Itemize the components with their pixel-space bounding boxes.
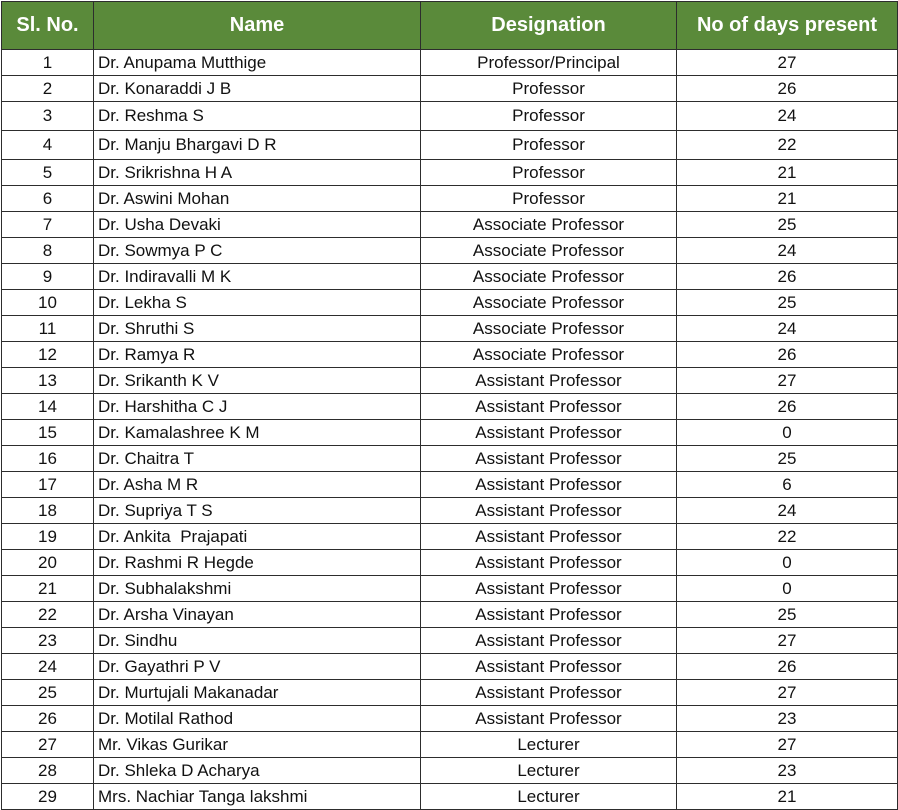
- cell-name: Dr. Motilal Rathod: [94, 706, 421, 732]
- table-row: [2, 212, 898, 238]
- cell-days-present: 0: [677, 420, 898, 446]
- cell-designation: Professor: [421, 160, 677, 186]
- table-row: [2, 50, 898, 76]
- cell-sl-no: 16: [2, 446, 94, 472]
- cell-designation: Assistant Professor: [421, 446, 677, 472]
- cell-name: Dr. Ankita Prajapati: [94, 524, 421, 550]
- cell-days-present: 26: [677, 342, 898, 368]
- cell-days-present: 27: [677, 368, 898, 394]
- table-row: [2, 732, 898, 758]
- table-row: [2, 131, 898, 160]
- cell-designation: Lecturer: [421, 784, 677, 810]
- table-row: [2, 264, 898, 290]
- header-row: [2, 2, 898, 50]
- cell-name: Dr. Chaitra T: [94, 446, 421, 472]
- cell-designation: Associate Professor: [421, 238, 677, 264]
- cell-designation: Professor/Principal: [421, 50, 677, 76]
- cell-sl-no: 19: [2, 524, 94, 550]
- cell-sl-no: 1: [2, 50, 94, 76]
- cell-name: Mr. Vikas Gurikar: [94, 732, 421, 758]
- cell-name: Dr. Ramya R: [94, 342, 421, 368]
- cell-days-present: 24: [677, 316, 898, 342]
- table-row: [2, 420, 898, 446]
- cell-days-present: 0: [677, 576, 898, 602]
- cell-designation: Assistant Professor: [421, 628, 677, 654]
- cell-sl-no: 12: [2, 342, 94, 368]
- table-row: [2, 186, 898, 212]
- table-row: [2, 680, 898, 706]
- cell-sl-no: 2: [2, 76, 94, 102]
- cell-name: Dr. Sindhu: [94, 628, 421, 654]
- cell-days-present: 22: [677, 131, 898, 160]
- cell-sl-no: 13: [2, 368, 94, 394]
- cell-name: Mrs. Nachiar Tanga lakshmi: [94, 784, 421, 810]
- header-designation: Designation: [421, 2, 677, 50]
- cell-designation: Assistant Professor: [421, 706, 677, 732]
- cell-name: Dr. Murtujali Makanadar: [94, 680, 421, 706]
- cell-designation: Associate Professor: [421, 342, 677, 368]
- cell-name: Dr. Srikrishna H A: [94, 160, 421, 186]
- cell-days-present: 23: [677, 758, 898, 784]
- table-row: [2, 706, 898, 732]
- cell-sl-no: 14: [2, 394, 94, 420]
- cell-days-present: 23: [677, 706, 898, 732]
- cell-days-present: 24: [677, 238, 898, 264]
- table-row: [2, 394, 898, 420]
- cell-sl-no: 24: [2, 654, 94, 680]
- cell-name: Dr. Asha M R: [94, 472, 421, 498]
- cell-designation: Associate Professor: [421, 264, 677, 290]
- table-row: [2, 654, 898, 680]
- table-row: [2, 628, 898, 654]
- cell-days-present: 25: [677, 446, 898, 472]
- attendance-table: [1, 1, 898, 810]
- cell-designation: Professor: [421, 131, 677, 160]
- cell-days-present: 25: [677, 212, 898, 238]
- cell-sl-no: 6: [2, 186, 94, 212]
- cell-sl-no: 17: [2, 472, 94, 498]
- cell-sl-no: 5: [2, 160, 94, 186]
- header-days-present: No of days present: [677, 2, 898, 50]
- cell-name: Dr. Arsha Vinayan: [94, 602, 421, 628]
- table-row: [2, 602, 898, 628]
- cell-name: Dr. Srikanth K V: [94, 368, 421, 394]
- cell-designation: Associate Professor: [421, 212, 677, 238]
- cell-sl-no: 20: [2, 550, 94, 576]
- cell-designation: Professor: [421, 102, 677, 131]
- cell-name: Dr. Subhalakshmi: [94, 576, 421, 602]
- cell-days-present: 6: [677, 472, 898, 498]
- cell-days-present: 27: [677, 680, 898, 706]
- cell-sl-no: 28: [2, 758, 94, 784]
- cell-designation: Assistant Professor: [421, 602, 677, 628]
- cell-designation: Associate Professor: [421, 290, 677, 316]
- table-row: [2, 102, 898, 131]
- table-row: [2, 472, 898, 498]
- cell-sl-no: 26: [2, 706, 94, 732]
- header-sl-no: Sl. No.: [2, 2, 94, 50]
- table-row: [2, 238, 898, 264]
- cell-days-present: 21: [677, 784, 898, 810]
- cell-designation: Assistant Professor: [421, 368, 677, 394]
- cell-name: Dr. Indiravalli M K: [94, 264, 421, 290]
- cell-days-present: 0: [677, 550, 898, 576]
- cell-name: Dr. Usha Devaki: [94, 212, 421, 238]
- table-row: [2, 446, 898, 472]
- cell-sl-no: 21: [2, 576, 94, 602]
- table-body: [2, 50, 898, 810]
- cell-designation: Assistant Professor: [421, 680, 677, 706]
- cell-designation: Assistant Professor: [421, 472, 677, 498]
- cell-sl-no: 18: [2, 498, 94, 524]
- cell-sl-no: 22: [2, 602, 94, 628]
- cell-designation: Assistant Professor: [421, 394, 677, 420]
- cell-sl-no: 4: [2, 131, 94, 160]
- cell-sl-no: 9: [2, 264, 94, 290]
- cell-days-present: 22: [677, 524, 898, 550]
- cell-name: Dr. Kamalashree K M: [94, 420, 421, 446]
- cell-sl-no: 25: [2, 680, 94, 706]
- table-row: [2, 524, 898, 550]
- cell-days-present: 27: [677, 628, 898, 654]
- cell-name: Dr. Manju Bhargavi D R: [94, 131, 421, 160]
- cell-name: Dr. Shruthi S: [94, 316, 421, 342]
- cell-designation: Assistant Professor: [421, 550, 677, 576]
- cell-designation: Assistant Professor: [421, 420, 677, 446]
- cell-name: Dr. Harshitha C J: [94, 394, 421, 420]
- cell-sl-no: 8: [2, 238, 94, 264]
- cell-designation: Assistant Professor: [421, 576, 677, 602]
- cell-name: Dr. Aswini Mohan: [94, 186, 421, 212]
- cell-name: Dr. Gayathri P V: [94, 654, 421, 680]
- cell-days-present: 27: [677, 50, 898, 76]
- cell-name: Dr. Anupama Mutthige: [94, 50, 421, 76]
- cell-sl-no: 29: [2, 784, 94, 810]
- cell-sl-no: 3: [2, 102, 94, 131]
- table-row: [2, 342, 898, 368]
- header-name: Name: [94, 2, 421, 50]
- cell-days-present: 26: [677, 394, 898, 420]
- table-row: [2, 550, 898, 576]
- cell-name: Dr. Shleka D Acharya: [94, 758, 421, 784]
- table-row: [2, 576, 898, 602]
- cell-designation: Professor: [421, 76, 677, 102]
- cell-sl-no: 15: [2, 420, 94, 446]
- cell-sl-no: 23: [2, 628, 94, 654]
- cell-designation: Lecturer: [421, 732, 677, 758]
- cell-days-present: 25: [677, 290, 898, 316]
- cell-name: Dr. Rashmi R Hegde: [94, 550, 421, 576]
- cell-name: Dr. Reshma S: [94, 102, 421, 131]
- cell-days-present: 21: [677, 160, 898, 186]
- table-row: [2, 498, 898, 524]
- cell-sl-no: 27: [2, 732, 94, 758]
- cell-name: Dr. Lekha S: [94, 290, 421, 316]
- cell-designation: Associate Professor: [421, 316, 677, 342]
- table-row: [2, 76, 898, 102]
- cell-designation: Assistant Professor: [421, 654, 677, 680]
- cell-designation: Lecturer: [421, 758, 677, 784]
- cell-days-present: 26: [677, 654, 898, 680]
- cell-sl-no: 10: [2, 290, 94, 316]
- table-row: [2, 290, 898, 316]
- cell-name: Dr. Konaraddi J B: [94, 76, 421, 102]
- cell-days-present: 26: [677, 264, 898, 290]
- cell-designation: Assistant Professor: [421, 524, 677, 550]
- cell-sl-no: 7: [2, 212, 94, 238]
- cell-designation: Professor: [421, 186, 677, 212]
- cell-designation: Assistant Professor: [421, 498, 677, 524]
- table-row: [2, 758, 898, 784]
- table-row: [2, 368, 898, 394]
- cell-days-present: 25: [677, 602, 898, 628]
- table-row: [2, 316, 898, 342]
- cell-sl-no: 11: [2, 316, 94, 342]
- cell-name: Dr. Supriya T S: [94, 498, 421, 524]
- cell-days-present: 27: [677, 732, 898, 758]
- table-row: [2, 160, 898, 186]
- cell-days-present: 24: [677, 498, 898, 524]
- table-row: [2, 784, 898, 810]
- cell-days-present: 26: [677, 76, 898, 102]
- cell-days-present: 21: [677, 186, 898, 212]
- cell-name: Dr. Sowmya P C: [94, 238, 421, 264]
- cell-days-present: 24: [677, 102, 898, 131]
